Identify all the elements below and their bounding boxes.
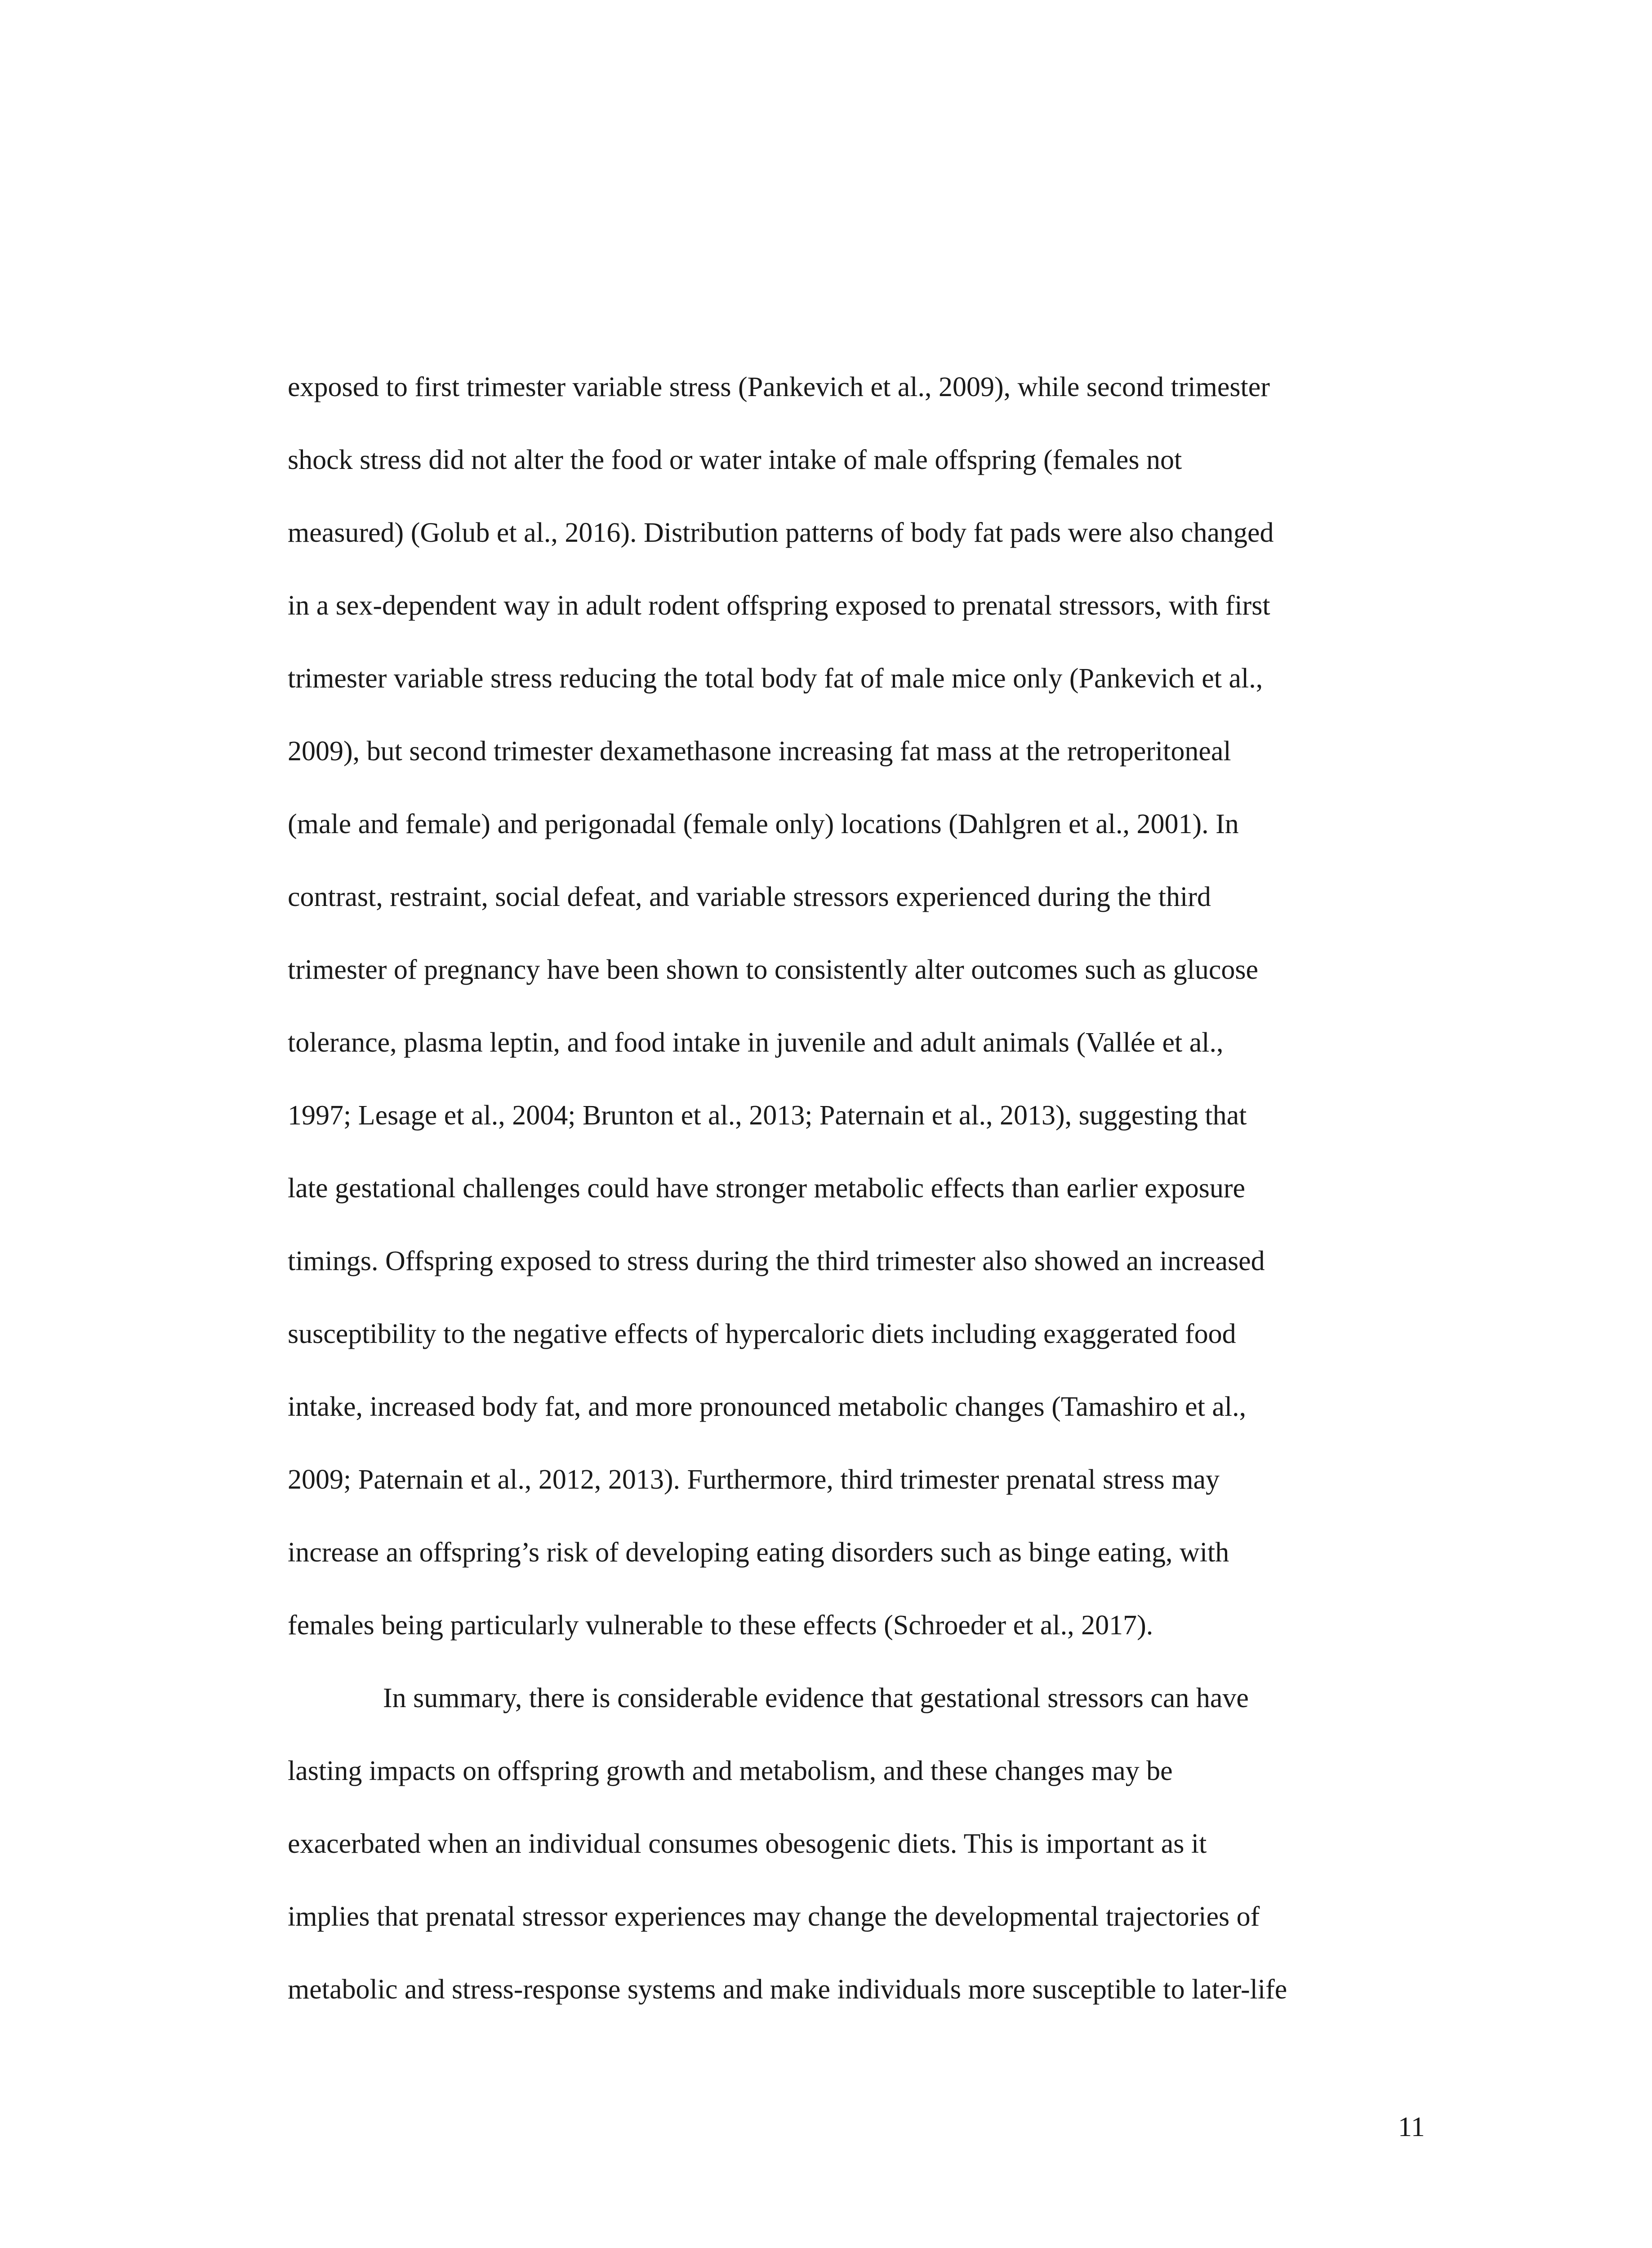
- body-text-line: intake, increased body fat, and more pronounced metabolic changes (Tamashiro et al.,: [288, 1392, 1247, 1422]
- body-text-line: metabolic and stress-response systems and make individuals more susceptible to later-life: [288, 1974, 1287, 2005]
- body-text-line: lasting impacts on offspring growth and metabolism, and these changes may be: [288, 1756, 1173, 1786]
- body-text-line: females being particularly vulnerable to these effects (Schroeder et al., 2017).: [288, 1610, 1153, 1641]
- body-text-line: exacerbated when an individual consumes obesogenic diets. This is important as it: [288, 1829, 1207, 1859]
- body-text-line: trimester variable stress reducing the total body fat of male mice only (Pankevich et al.,: [288, 663, 1263, 694]
- body-text-line: in a sex-dependent way in adult rodent offspring exposed to prenatal stressors, with first: [288, 590, 1270, 621]
- body-text-line: 2009; Paternain et al., 2012, 2013). Furthermore, third trimester prenatal stress may: [288, 1464, 1220, 1495]
- page-number: 11: [1398, 2112, 1425, 2142]
- body-text-line: timings. Offspring exposed to stress during the third trimester also showed an increased: [288, 1246, 1265, 1276]
- body-text-line: susceptibility to the negative effects of hypercaloric diets including exaggerated food: [288, 1319, 1236, 1349]
- body-text-line: contrast, restraint, social defeat, and variable stressors experienced during the third: [288, 882, 1211, 912]
- body-text-line: trimester of pregnancy have been shown to consistently alter outcomes such as glucose: [288, 955, 1259, 985]
- body-text-line: measured) (Golub et al., 2016). Distribution patterns of body fat pads were also changed: [288, 517, 1274, 548]
- body-text-line: 1997; Lesage et al., 2004; Brunton et al., 2013; Paternain et al., 2013), suggesting that: [288, 1100, 1247, 1131]
- body-text-line: shock stress did not alter the food or water intake of male offspring (females not: [288, 445, 1182, 475]
- body-text-line: 2009), but second trimester dexamethasone increasing fat mass at the retroperitoneal: [288, 736, 1231, 767]
- paragraph-first-line: In summary, there is considerable evidence that gestational stressors can have: [383, 1683, 1249, 1713]
- body-text-line: increase an offspring’s risk of developing eating disorders such as binge eating, with: [288, 1537, 1229, 1568]
- body-text-line: exposed to first trimester variable stress (Pankevich et al., 2009), while second trimester: [288, 372, 1270, 402]
- body-text-line: (male and female) and perigonadal (female only) locations (Dahlgren et al., 2001). In: [288, 809, 1239, 839]
- body-text-line: implies that prenatal stressor experiences may change the developmental trajectories of: [288, 1901, 1260, 1932]
- body-text-line: late gestational challenges could have stronger metabolic effects than earlier exposure: [288, 1173, 1246, 1204]
- body-text-line: tolerance, plasma leptin, and food intake in juvenile and adult animals (Vallée et al.,: [288, 1027, 1224, 1058]
